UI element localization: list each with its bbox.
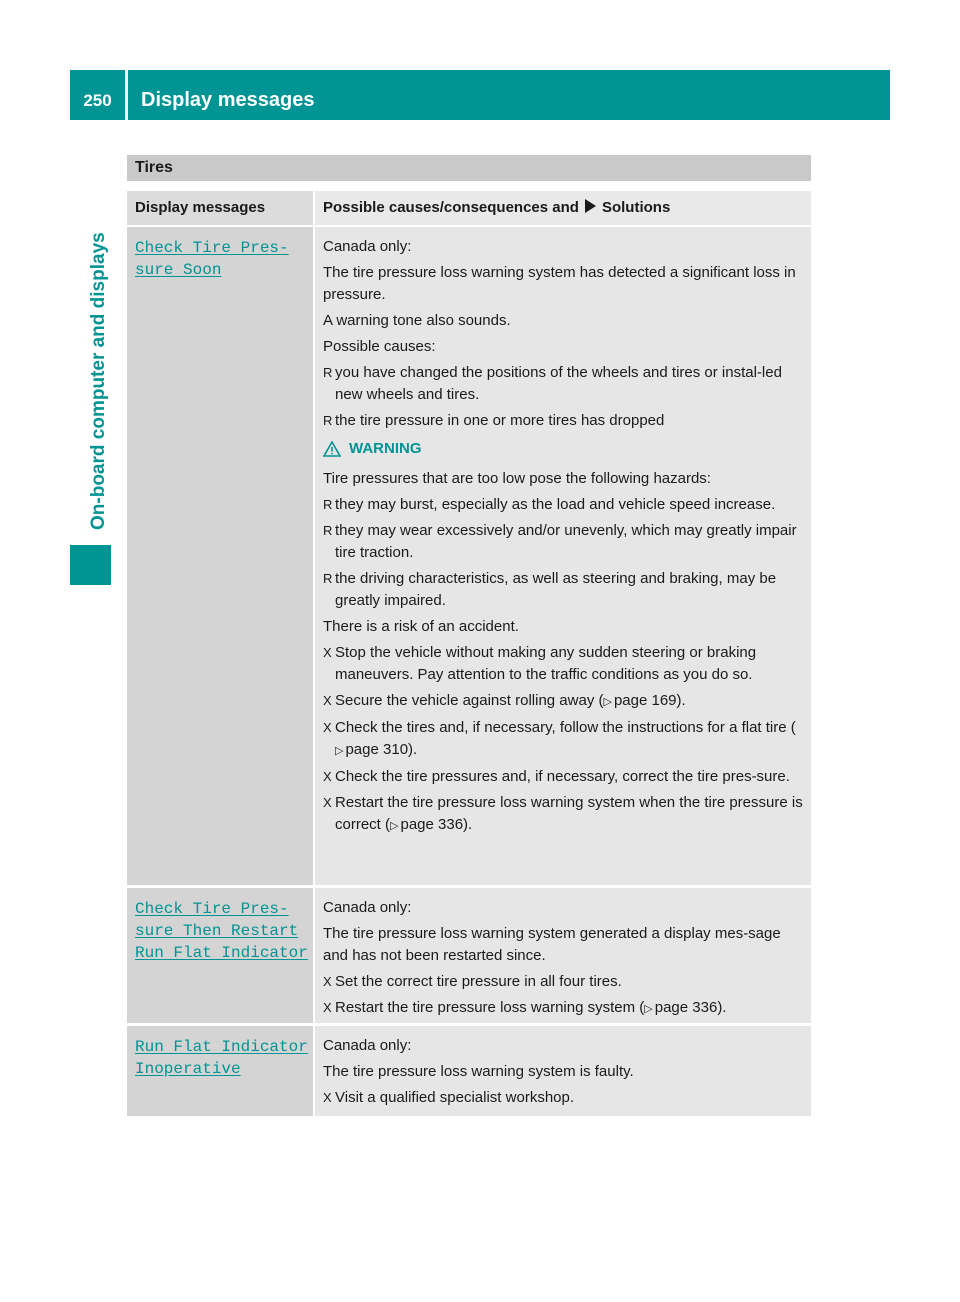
column-header-messages: Display messages [127, 191, 313, 225]
header-divider [125, 70, 128, 120]
side-tab-marker [70, 545, 111, 585]
action-item: X Stop the vehicle without making any sudden steering or braking maneuvers. Pay attention to the traffic conditions as you do so. [323, 644, 757, 683]
solution-cell: Canada only: The tire pressure loss warning system is faulty. X Visit a qualified specialist workshop. [315, 1026, 811, 1116]
display-message-cell [127, 888, 313, 1023]
display-message: Run Flat Indicator Inoperative [135, 1038, 308, 1078]
list-item: R they may wear excessively and/or unevenly, which may greatly impair tire traction. [323, 522, 797, 561]
table-row [127, 888, 811, 1023]
action-item: X Set the correct tire pressure in all four tires. [323, 973, 622, 990]
action-item: X Check the tire pressures and, if necessary, correct the tire pres-sure. [323, 768, 790, 785]
list-item: R they may burst, especially as the load and vehicle speed increase. [323, 496, 776, 513]
action-item: X Restart the tire pressure loss warning system (▷ page 336). [323, 997, 805, 1020]
table-header [127, 191, 811, 227]
page-ref-icon: ▷ [390, 820, 399, 832]
display-message-cell [127, 227, 313, 885]
display-message: Check Tire Pres‑ sure Then Restart Run Flat Indicator [135, 900, 308, 962]
solution-cell: Canada only: The tire pressure loss warning system has detected a significant loss in pressure. A warning tone also sounds. Possible causes: R you have changed the positions of the wheels and tires or instal-led new wheels and tires. R the tire pressure in one or more tires has dropped WARNING Tire pressures that are too low pose the following hazards: R they may burst, especially as the load and vehicle speed increase. R they may wear excessively and/or unevenly, which may greatly impair tire traction. R the driving characteristics, as well as steering and braking, may be greatly impaired. There is a risk of an accident. X Stop the vehicle without making any sudden steering or braking maneuvers. Pay attention to the traffic conditions as you do so. X Secure the vehicle against rolling away (▷ page 169). X Check the tires and, if necessary, follow the instructions for a flat tire (▷ page 310). X Check the tire pressures and, if necessary, correct the tire pres-sure. X Restart the tire pressure loss warning system when the tire pressure is correct (▷ page 336). [315, 227, 811, 885]
display-message-cell [127, 1026, 313, 1116]
list-item: R the driving characteristics, as well as steering and braking, may be greatly impaired. [323, 570, 777, 609]
warning-heading: WARNING [323, 438, 805, 460]
list-item: R you have changed the positions of the wheels and tires or instal-led new wheels and tires. [323, 364, 782, 403]
tires-table [127, 155, 811, 1119]
solution-cell: Canada only: The tire pressure loss warning system generated a display mes-sage and has not been restarted since. X Set the correct tire pressure in all four tires. X Restart the tire pressure loss warning system (▷ page 336). [315, 888, 811, 1023]
table-row [127, 1026, 811, 1116]
display-message: Check Tire Pres‑ sure Soon [135, 239, 289, 279]
column-header-solutions: Possible causes/consequences and Solutions [315, 191, 811, 225]
list-item: R the tire pressure in one or more tires has dropped [323, 412, 665, 429]
page-title: Display messages [141, 89, 315, 111]
page-ref-icon: ▷ [644, 1003, 653, 1015]
page-number: 250 [83, 91, 112, 110]
section-title: Tires [127, 155, 811, 181]
action-item: X Secure the vehicle against rolling away (▷ page 169). [323, 690, 805, 713]
solution-arrow-icon [585, 199, 596, 213]
action-item: X Check the tires and, if necessary, follow the instructions for a flat tire (▷ page 310). [323, 717, 805, 762]
page-ref-icon: ▷ [335, 745, 344, 757]
table-row [127, 227, 811, 885]
page-ref-icon: ▷ [603, 696, 612, 708]
warning-icon [323, 441, 341, 457]
action-item: X Visit a qualified specialist workshop. [323, 1089, 575, 1106]
action-item: X Restart the tire pressure loss warning system when the tire pressure is correct (▷ page 336). [323, 792, 805, 837]
side-tab-label: On-board computer and displays [88, 232, 109, 530]
